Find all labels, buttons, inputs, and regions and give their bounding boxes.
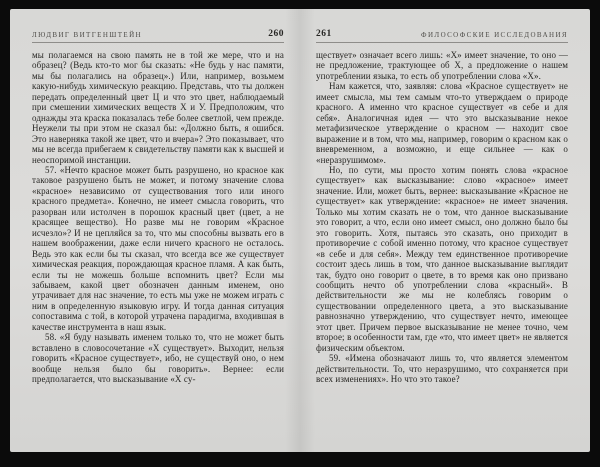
right-page-number: 261 xyxy=(316,29,332,39)
paragraph-section58-continuation: ществует» означает всего лишь: «Х» имеет значение, то оно — не предложение, трактующее об Х, а предложение о нашем употреблении языка, то есть об употреблении слова «Х». xyxy=(316,50,568,81)
paragraph-section58-start: 58. «Я буду называть именем только то, что не может быть вставлено в словосочетание «Х существует». Выходит, нельзя говорить «Красное существует», ибо, не существуй оно, о нем вообще нельзя было бы говорить». Вернее: если предполагается, что высказывание «Х су- xyxy=(32,332,284,385)
left-page xyxy=(32,29,284,385)
paragraph-section59-start: 59. «Имена обозначают лишь то, что является элементом действительности. То, что неразрушимо, что сохраняется при всех изменениях». Но что это такое? xyxy=(316,353,568,385)
left-page-header xyxy=(32,29,284,43)
left-page-number: 260 xyxy=(268,29,284,39)
gutter-shadow xyxy=(285,9,315,452)
right-page xyxy=(316,29,568,385)
paragraph-section56-continuation: мы полагаемся на свою память не в той же мере, что и на образец? (Ведь кто-то мог бы сказать: «Не будь у нас памяти, мы бы полагались на образец».) Или, например, возьмем какую-нибудь химическую реакцию. Представь, что ты должен передать определенный цвет Ц и что это цвет, наблюдаемый при смешении химических веществ Х и У. Предположим, что однажды эта краска показалась тебе более светлой, чем прежде. Неужели ты при этом не сказал бы: «Должно быть, я ошибся. Это наверняка такой же цвет, что и вчера»? Это показывает, что мы не всегда прибегаем к свидетельству памяти как к высшей и неоспоримой инстанции. xyxy=(32,50,284,165)
paragraph-section58-part3: Но, по сути, мы просто хотим понять слова «красное существует» как высказывание: слово «красное» имеет значение. Или, может быть, вернее: высказывание «Красное не существует» как утверждение: «красное» не имеет значения. Только мы хотим сказать не о том, что данное высказывание это говорит, а что, если оно имеет смысл, оно должно было бы это говорить. Хотя, пытаясь это сказать, оно приходит в противоречие с собой именно потому, что красное существует «в себе и для себя». Между тем единственное противоречие состоит здесь лишь в том, что данное высказывание выглядит так, будто оно говорит о цвете, в то время как оно призвано сообщить нечто об употреблении слова «красный». В действительности же мы не колеблясь говорим о существовании определенного цвета, а это высказывание равнозначно утверждению, что существует нечто, имеющее этот цвет. Причем первое высказывание не менее точно, чем второе; в особенности там, где «то, что имеет цвет» не является физическим объектом. xyxy=(316,164,568,353)
left-page-body xyxy=(32,50,284,385)
right-page-header xyxy=(316,29,568,43)
book-spread xyxy=(10,9,590,452)
running-head-author: ЛЮДВИГ ВИТГЕНШТЕЙН xyxy=(32,31,143,39)
running-head-title: ФИЛОСОФСКИЕ ИССЛЕДОВАНИЯ xyxy=(421,31,568,39)
right-page-body xyxy=(316,50,568,385)
paragraph-section57: 57. «Нечто красное может быть разрушено, но красное как таковое разрушено быть не может, и потому значение слова «красное» независимо от существования того или иного красного предмета». Конечно, не имеет смысла говорить, что разорван или истолчен в порошок красный цвет (цвет, а не красящее вещество). Но разве мы не говорим «Красное исчезло»? И не цепляйся за то, что мы способны вызвать его в нашем воображении, даже если ничего красного не осталось. Ведь это как если бы ты сказал, что всегда все же существует химическая реакция, порождающая красное пламя. А как быть, если ты не можешь больше вспомнить цвет? Если мы забываем, какой цвет обозначен данным именем, оно утрачивает для нас значение, то есть мы уже не можем играть с ним в определенную языковую игру. И тогда данная ситуация сопоставима с той, в которой утрачена парадигма, входившая в качестве инструмента в наш язык. xyxy=(32,164,284,332)
paragraph-section58-part2: Нам кажется, что, заявляя: слова «Красное существует» не имеет смысла, мы тем самым что-то утверждаем о природе красного. А именно что красное существует «в себе и для себя». Аналогичная идея — что это высказывание некое метафизическое утверждение о красном — находит свое выражение и в том, что мы, например, говорим о красном как о вневременном, а возможно, и еще сильнее — как о «неразрушимом». xyxy=(316,81,568,165)
